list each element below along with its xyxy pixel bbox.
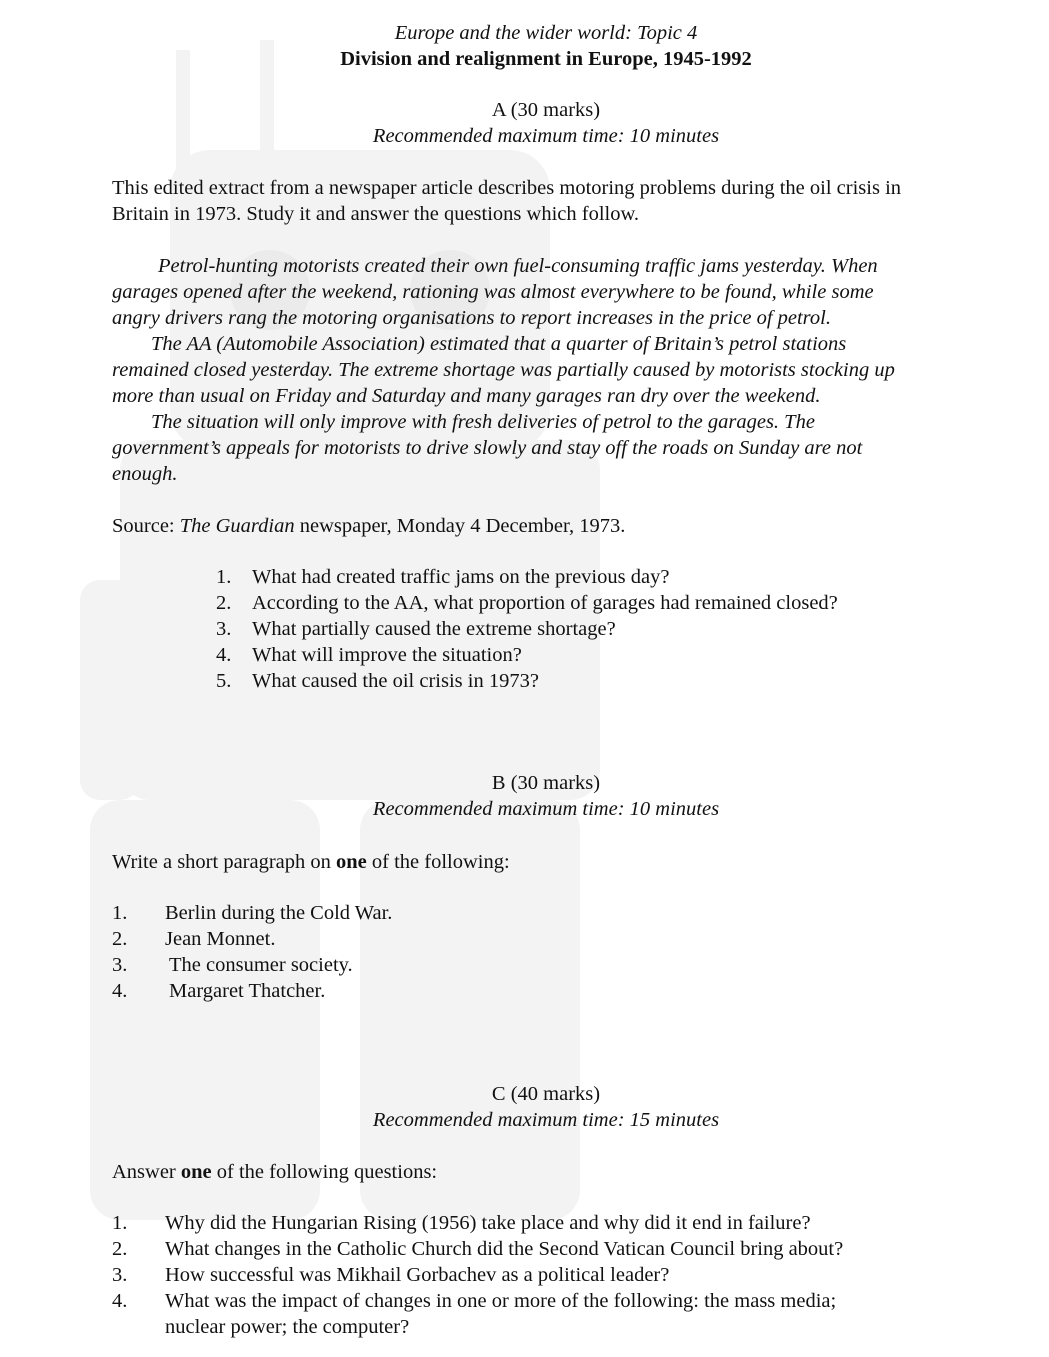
source-citation (112, 513, 625, 539)
instruction-text: of the following questions: (216, 1161, 438, 1183)
section-a-intro-line-2: Britain in 1973. Study it and answer the questions which follow. (112, 203, 640, 225)
question-text: What partially caused the extreme shortage? (252, 618, 616, 640)
extract-line: more than usual on Friday and Saturday and many garages ran dry over the weekend. (112, 385, 821, 407)
item-text: Jean Monnet. (165, 928, 276, 950)
source-publication: The Guardian (179, 515, 295, 537)
section-b-instruction (112, 849, 510, 875)
list-item (112, 900, 392, 926)
question-text: What will improve the situation? (252, 644, 522, 666)
extract-line: angry drivers rang the motoring organisations to report increases in the price of petrol. (112, 307, 831, 329)
item-number: 1. (112, 902, 128, 924)
list-item (216, 616, 616, 642)
list-item (112, 1262, 669, 1288)
list-item-continuation: nuclear power; the computer? (165, 1316, 410, 1338)
instruction-text: Answer (112, 1161, 176, 1183)
item-text: Why did the Hungarian Rising (1956) take place and why did it end in failure? (165, 1212, 811, 1234)
item-text: Margaret Thatcher. (169, 980, 326, 1002)
question-number: 1. (216, 566, 232, 588)
extract-line: government’s appeals for motorists to drive slowly and stay off the roads on Sunday are not (112, 437, 863, 459)
item-text: Berlin during the Cold War. (165, 902, 393, 924)
section-a-time: Recommended maximum time: 10 minutes (372, 125, 720, 147)
list-item (216, 564, 669, 590)
item-number: 3. (112, 1264, 128, 1286)
instruction-emphasis: one (336, 851, 367, 873)
item-number: 3. (112, 954, 128, 976)
item-text: What was the impact of changes in one or more of the following: the mass media; (165, 1290, 837, 1312)
list-item (216, 590, 838, 616)
section-a-heading: A (30 marks) (491, 99, 601, 121)
instruction-emphasis: one (180, 1161, 212, 1183)
topic-line: Europe and the wider world: Topic 4 (394, 22, 698, 44)
question-text: What had created traffic jams on the previous day? (252, 566, 670, 588)
instruction-text: Write a short paragraph on (112, 851, 331, 873)
list-item (216, 668, 539, 694)
list-item (112, 1288, 836, 1314)
section-a-intro-line-1: This edited extract from a newspaper article describes motoring problems during the oil crisis in (112, 177, 902, 199)
list-item (112, 1236, 843, 1262)
item-text: The consumer society. (169, 954, 353, 976)
section-b-heading: B (30 marks) (491, 772, 601, 794)
source-label: Source: (112, 515, 175, 537)
page-title: Division and realignment in Europe, 1945-1992 (340, 48, 752, 70)
question-number: 4. (216, 644, 232, 666)
item-text: How successful was Mikhail Gorbachev as a political leader? (165, 1264, 670, 1286)
section-c-heading: C (40 marks) (491, 1083, 601, 1105)
item-number: 2. (112, 1238, 128, 1260)
question-number: 3. (216, 618, 232, 640)
item-number: 1. (112, 1212, 128, 1234)
item-number: 4. (112, 980, 128, 1002)
item-text: What changes in the Catholic Church did the Second Vatican Council bring about? (165, 1238, 844, 1260)
list-item (112, 926, 275, 952)
list-item (112, 1210, 811, 1236)
list-item (112, 952, 353, 978)
extract-line: garages opened after the weekend, rationing was almost everywhere to be found, while some (112, 281, 874, 303)
section-c-time: Recommended maximum time: 15 minutes (372, 1109, 720, 1131)
list-item (112, 978, 325, 1004)
extract-line: The situation will only improve with fresh deliveries of petrol to the garages. The (151, 411, 815, 433)
instruction-text: of the following: (371, 851, 510, 873)
question-text: What caused the oil crisis in 1973? (252, 670, 539, 692)
extract-line: remained closed yesterday. The extreme shortage was partially caused by motorists stocking up (112, 359, 895, 381)
item-number: 4. (112, 1290, 128, 1312)
question-number: 5. (216, 670, 232, 692)
section-c-instruction (112, 1159, 437, 1185)
list-item (216, 642, 522, 668)
question-text: According to the AA, what proportion of garages had remained closed? (252, 592, 838, 614)
question-number: 2. (216, 592, 232, 614)
extract-line: The AA (Automobile Association) estimated that a quarter of Britain’s petrol stations (151, 333, 847, 355)
extract-line: enough. (112, 463, 178, 485)
extract-line: Petrol-hunting motorists created their own fuel-consuming traffic jams yesterday. When (158, 255, 878, 277)
item-number: 2. (112, 928, 128, 950)
source-details: newspaper, Monday 4 December, 1973. (299, 515, 626, 537)
section-b-time: Recommended maximum time: 10 minutes (372, 798, 720, 820)
